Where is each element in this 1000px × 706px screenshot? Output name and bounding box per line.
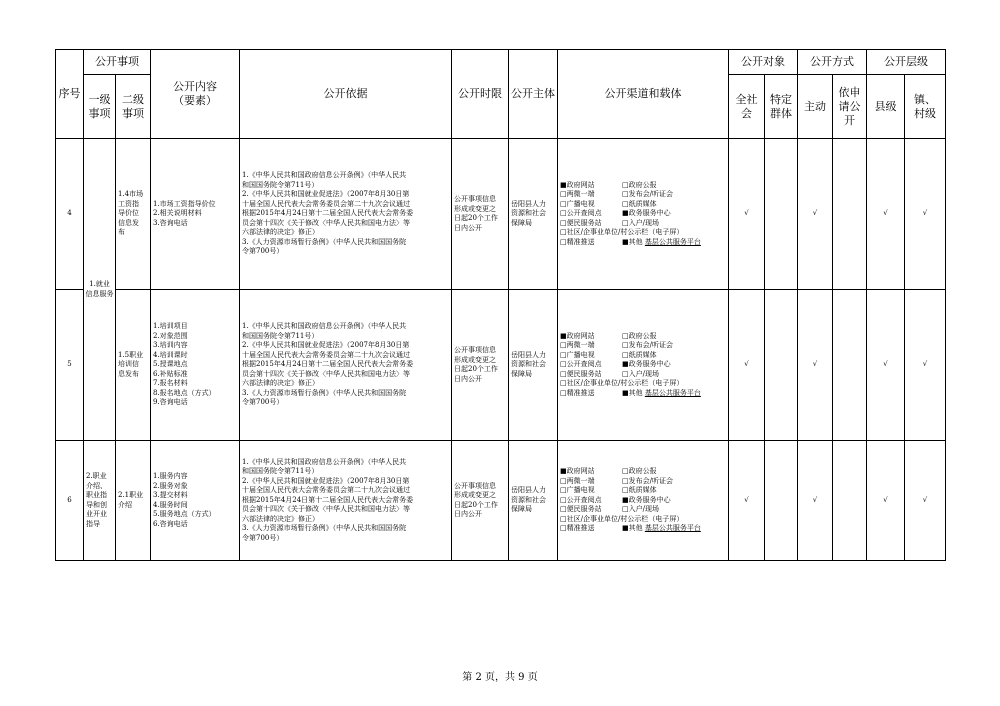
channel-list <box>558 441 729 561</box>
row-seq: 4 <box>56 139 84 290</box>
channel-item: □社区/企事业单位/村公示栏（电子屏） <box>560 514 684 523</box>
target-specific-check <box>765 441 798 561</box>
method-active-check: √ <box>798 441 833 561</box>
channel-item: □精准推送 <box>560 237 595 246</box>
level2-matter: 1.5职业 培训信 息发布 <box>116 290 151 441</box>
level2-matter: 1.4市场 工资指 导价位 信息发 布 <box>116 139 151 290</box>
method-apply-check <box>833 139 867 290</box>
disclosure-content: 1.服务内容 2.服务对象 3.提交材料 4.服务时间 5.服务地点（方式） 6.咨询电话 <box>151 441 240 561</box>
county-check: √ <box>867 290 905 441</box>
header-seq: 序号 <box>56 50 84 139</box>
disclosure-subject: 岳阳县人力 资源和社会 保障局 <box>509 441 558 561</box>
channel-item: □政府公报 <box>622 467 657 476</box>
channel-item: □入户/现场 <box>622 369 659 378</box>
disclosure-basis: 1.《中华人民共和国政府信息公开条例》（中华人民共 和国国务院令第711号） 2.《中华人民共和国就业促进法》（2007年8月30日第 十届全国人民代表大会常务委员会第二十九次会议通过 根据2015年4月24日第十二届全国人民代表大会常务委 员会第十四次《关于修改〈中华人民共和国电力法〉等 六部法律的决定》修正） 3.《人力资源市场暂行条例》（中华人民共和国国务院 令第700号） <box>240 139 452 290</box>
channel-list <box>558 139 729 290</box>
channel-item: □两微一端 <box>560 190 595 199</box>
channel-item: □发布会/听证会 <box>622 341 673 350</box>
channel-item: ■其他 基层公共服务平台 <box>622 524 701 533</box>
header-channel: 公开渠道和载体 <box>558 50 729 139</box>
channel-item: □入户/现场 <box>622 505 659 514</box>
channel-item: □发布会/听证会 <box>622 476 673 485</box>
header-level-town: 镇、 村级 <box>905 75 946 139</box>
target-all-check: √ <box>729 290 765 441</box>
header-method: 公开方式 <box>798 50 867 75</box>
channel-item: ■政务服务中心 <box>622 209 671 218</box>
channel-item: □公开查阅点 <box>560 495 602 504</box>
header-matter: 公开事项 <box>84 50 151 75</box>
channel-item: □广播电视 <box>560 486 595 495</box>
method-active-check: √ <box>798 139 833 290</box>
channel-item: □便民服务站 <box>560 218 602 227</box>
channel-item: □公开查阅点 <box>560 360 602 369</box>
header-target: 公开对象 <box>729 50 798 75</box>
channel-item: ■政务服务中心 <box>622 360 671 369</box>
header-target-specific: 特定 群体 <box>765 75 798 139</box>
channel-item: □广播电视 <box>560 350 595 359</box>
channel-item: ■其他 基层公共服务平台 <box>622 237 701 246</box>
table-row <box>56 441 946 561</box>
target-specific-check <box>765 290 798 441</box>
header-level-county: 县级 <box>867 75 905 139</box>
town-check: √ <box>905 290 946 441</box>
channel-list <box>558 290 729 441</box>
channel-item: □政府公报 <box>622 331 657 340</box>
disclosure-subject: 岳阳县人力 资源和社会 保障局 <box>509 139 558 290</box>
target-specific-check <box>765 139 798 290</box>
level1-matter: 2.职业 介绍、 职业指 导和创 业开业 指导 <box>84 441 116 561</box>
channel-item: □社区/企事业单位/村公示栏（电子屏） <box>560 379 684 388</box>
method-active-check: √ <box>798 290 833 441</box>
level1-matter: 1.就业 信息服务 <box>84 139 116 441</box>
target-all-check: √ <box>729 441 765 561</box>
header-level: 公开层级 <box>867 50 946 75</box>
channel-item: □精准推送 <box>560 388 595 397</box>
channel-item: □两微一端 <box>560 341 595 350</box>
channel-item: □发布会/听证会 <box>622 190 673 199</box>
header-basis: 公开依据 <box>240 50 452 139</box>
town-check: √ <box>905 441 946 561</box>
channel-item: □纸质媒体 <box>622 486 657 495</box>
channel-item: □便民服务站 <box>560 505 602 514</box>
disclosure-subject: 岳阳县人力 资源和社会 保障局 <box>509 290 558 441</box>
channel-item: ■政务服务中心 <box>622 495 671 504</box>
header-level2: 二级 事项 <box>116 75 151 139</box>
channel-item: ■政府网站 <box>560 467 595 476</box>
county-check: √ <box>867 441 905 561</box>
channel-item: □公开查阅点 <box>560 209 602 218</box>
time-limit: 公开事项信息 形成或变更之 日起20个工作 日内公开 <box>452 290 509 441</box>
channel-item: □政府公报 <box>622 180 657 189</box>
channel-item: □纸质媒体 <box>622 199 657 208</box>
row-seq: 6 <box>56 441 84 561</box>
channel-item: □便民服务站 <box>560 369 602 378</box>
time-limit: 公开事项信息 形成或变更之 日起20个工作 日内公开 <box>452 441 509 561</box>
header-content: 公开内容 （要素） <box>151 50 240 139</box>
table-row <box>56 139 946 290</box>
disclosure-table <box>55 49 946 561</box>
channel-item: □社区/企事业单位/村公示栏（电子屏） <box>560 228 684 237</box>
row-seq: 5 <box>56 290 84 441</box>
channel-item: □两微一端 <box>560 476 595 485</box>
channel-item: ■政府网站 <box>560 331 595 340</box>
disclosure-basis: 1.《中华人民共和国政府信息公开条例》（中华人民共 和国国务院令第711号） 2.《中华人民共和国就业促进法》（2007年8月30日第 十届全国人民代表大会常务委员会第二十九次会议通过 根据2015年4月24日第十二届全国人民代表大会常务委 员会第十四次《关于修改〈中华人民共和国电力法〉等 六部法律的决定》修正） 3.《人力资源市场暂行条例》（中华人民共和国国务院 令第700号） <box>240 441 452 561</box>
channel-item: □纸质媒体 <box>622 350 657 359</box>
header-time-limit: 公开时限 <box>452 50 509 139</box>
county-check: √ <box>867 139 905 290</box>
table-row <box>56 290 946 441</box>
header-method-apply: 依申 请公 开 <box>833 75 867 139</box>
method-apply-check <box>833 441 867 561</box>
time-limit: 公开事项信息 形成或变更之 日起20个工作 日内公开 <box>452 139 509 290</box>
header-level1: 一级 事项 <box>84 75 116 139</box>
header-method-active: 主动 <box>798 75 833 139</box>
channel-item: □广播电视 <box>560 199 595 208</box>
channel-item: □精准推送 <box>560 524 595 533</box>
disclosure-content: 1.培训项目 2.对象范围 3.培训内容 4.培训课时 5.授课地点 6.补贴标准 7.报名材料 8.报名地点（方式） 9.咨询电话 <box>151 290 240 441</box>
disclosure-basis: 1.《中华人民共和国政府信息公开条例》（中华人民共 和国国务院令第711号） 2.《中华人民共和国就业促进法》（2007年8月30日第 十届全国人民代表大会常务委员会第二十九次会议通过 根据2015年4月24日第十二届全国人民代表大会常务委 员会第十四次《关于修改〈中华人民共和国电力法〉等 六部法律的决定》修正） 3.《人力资源市场暂行条例》（中华人民共和国国务院 令第700号） <box>240 290 452 441</box>
header-target-all: 全社 会 <box>729 75 765 139</box>
disclosure-content: 1.市场工资指导价位 2.相关说明材料 3.咨询电话 <box>151 139 240 290</box>
channel-item: □入户/现场 <box>622 218 659 227</box>
town-check: √ <box>905 139 946 290</box>
channel-item: ■其他 基层公共服务平台 <box>622 388 701 397</box>
level2-matter: 2.1职业 介绍 <box>116 441 151 561</box>
method-apply-check <box>833 290 867 441</box>
header-subject: 公开主体 <box>509 50 558 139</box>
page-footer: 第 2 页，共 9 页 <box>462 672 538 683</box>
target-all-check: √ <box>729 139 765 290</box>
channel-item: ■政府网站 <box>560 180 595 189</box>
